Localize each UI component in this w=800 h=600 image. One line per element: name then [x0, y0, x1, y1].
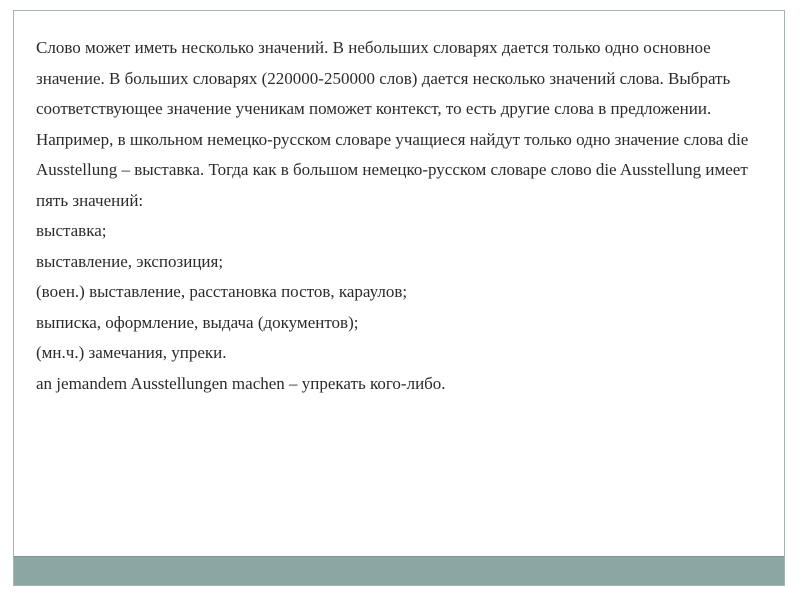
meaning-1: выставка;: [36, 221, 107, 240]
slide: [13, 10, 785, 586]
example-phrase: an jemandem Ausstellungen machen – упрекать кого-либо.: [36, 373, 446, 393]
meaning-2: выставление, экспозиция;: [36, 251, 224, 271]
meaning-3: (воен.) выставление, расстановка постов, караулов;: [36, 282, 408, 301]
meaning-5: (мн.ч.) замечания, упреки.: [36, 343, 227, 362]
text-body: [36, 33, 766, 399]
meaning-4: выписка, оформление, выдача (документов);: [36, 312, 359, 332]
intro-paragraph: Слово может иметь несколько значений. В небольших словарях дается только одно основное значение. В больших словарях (220000-250000 слов) дается несколько значений слова. Выбрать соответствующее значение ученикам поможет контекст, то есть другие слова в предложении. Например, в школьном немецко-русском словаре учащиеся найдут только одно значение слова die Ausstellung – выставка. Тогда как в большом немецко-русском словаре слово die Ausstellung имеет пять значений:: [36, 38, 749, 210]
footer-bar: [14, 556, 784, 585]
